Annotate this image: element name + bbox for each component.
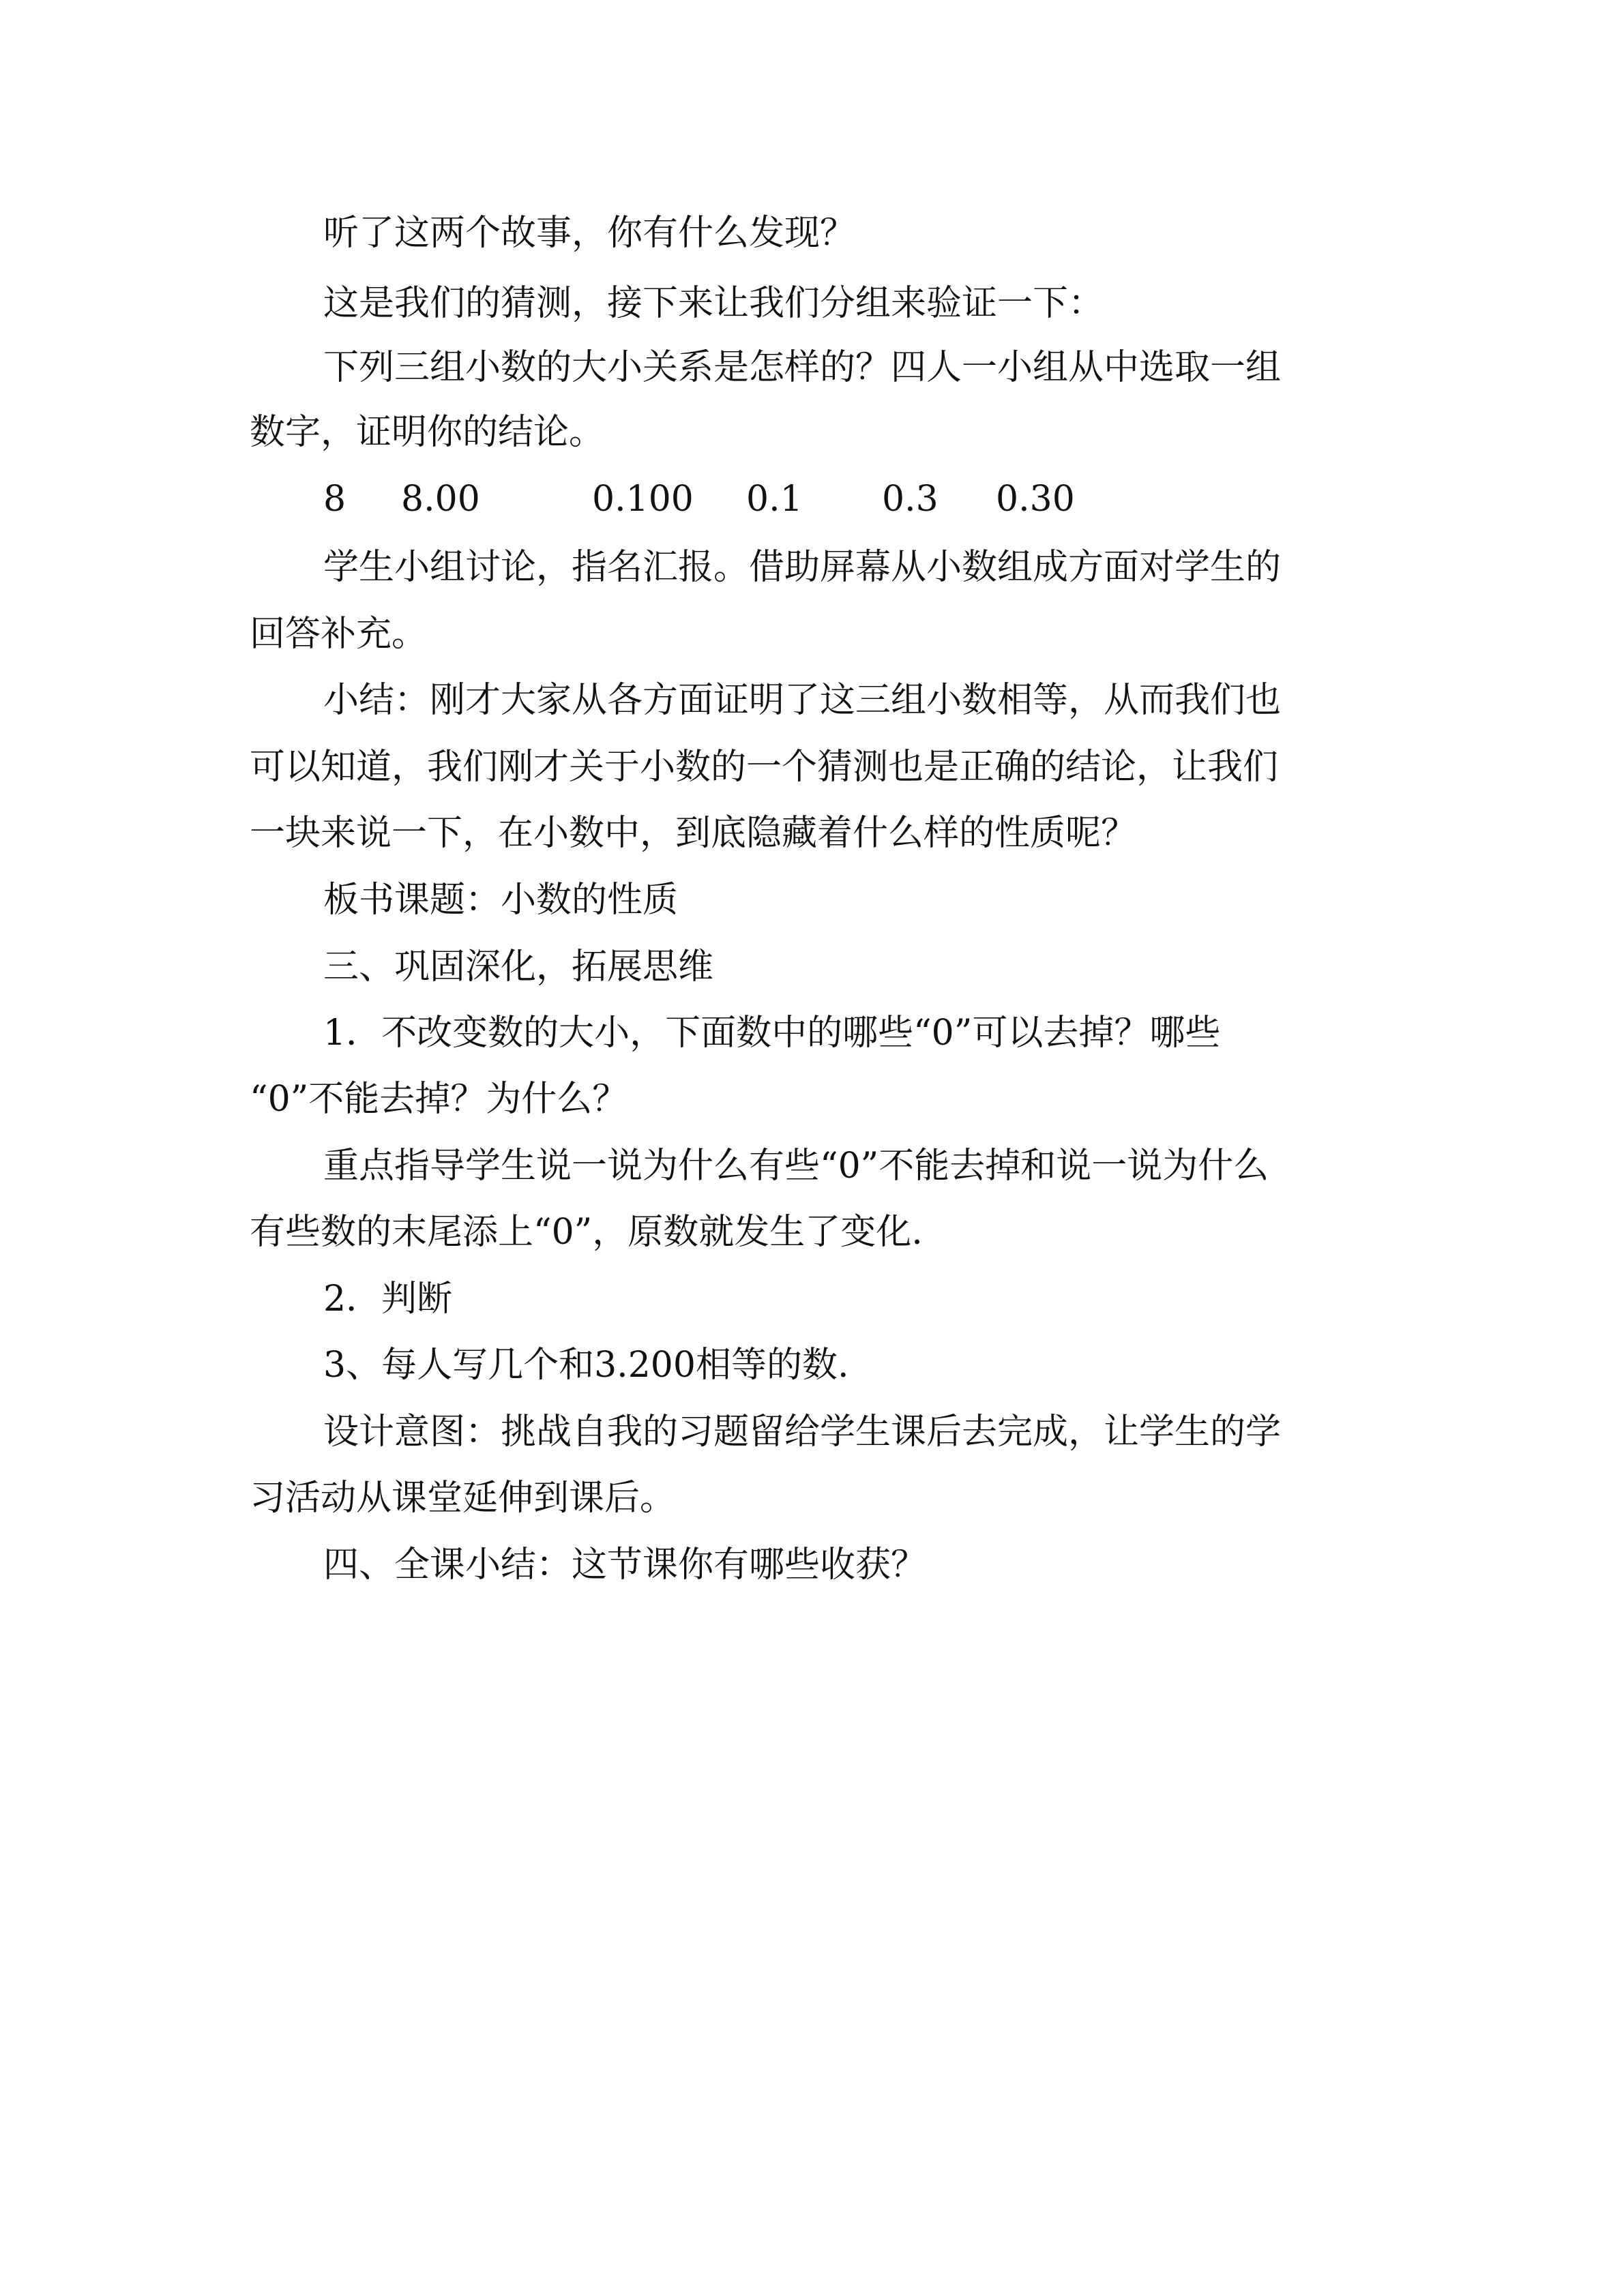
- paragraph-line: “0”不能去掉？为什么？: [250, 1079, 628, 1120]
- paragraph-line: 有些数的末尾添上“0”，原数就发生了变化.: [250, 1212, 923, 1253]
- paragraph-line: 一块来说一下，在小数中，到底隐藏着什么样的性质呢？: [250, 813, 1137, 854]
- section-heading: 三、巩固深化，拓展思维: [323, 946, 714, 987]
- number-item: 0.30: [996, 479, 1075, 520]
- paragraph-line: 这是我们的猜测，接下来让我们分组来验证一下：: [323, 283, 1104, 324]
- number-item: 0.3: [882, 479, 939, 520]
- paragraph-line: 板书课题：小数的性质: [323, 880, 679, 921]
- paragraph-line: 3、每人写几个和3.200相等的数.: [323, 1345, 849, 1386]
- paragraph-line: 1．不改变数的大小，下面数中的哪些“0”可以去掉？哪些: [323, 1013, 1221, 1054]
- decimal-number-row: [0, 477, 1624, 521]
- paragraph-line: 重点指导学生说一说为什么有些“0”不能去掉和说一说为什么: [323, 1146, 1269, 1187]
- number-item: 0.1: [746, 479, 803, 520]
- section-heading: 四、全课小结：这节课你有哪些收获？: [323, 1545, 927, 1585]
- paragraph-line: 设计意图：挑战自我的习题留给学生课后去完成，让学生的学: [323, 1412, 1282, 1452]
- paragraph-line: 2．判断: [323, 1279, 453, 1320]
- paragraph-line: 学生小组讨论，指名汇报。借助屏幕从小数组成方面对学生的: [323, 547, 1282, 588]
- paragraph-line: 习活动从课堂延伸到课后。: [250, 1478, 676, 1519]
- paragraph-line: 听了这两个故事，你有什么发现？: [323, 213, 856, 254]
- number-item: 0.100: [592, 479, 694, 520]
- number-item: 8.00: [401, 479, 480, 520]
- paragraph-line: 可以知道，我们刚才关于小数的一个猜测也是正确的结论，让我们: [250, 747, 1279, 788]
- number-item: 8: [323, 479, 346, 520]
- paragraph-line: 回答补充。: [250, 614, 428, 655]
- paragraph-line: 小结：刚才大家从各方面证明了这三组小数相等，从而我们也: [323, 680, 1282, 721]
- paragraph-line: 下列三组小数的大小关系是怎样的？四人一小组从中选取一组: [323, 347, 1282, 388]
- paragraph-line: 数字，证明你的结论。: [250, 412, 605, 453]
